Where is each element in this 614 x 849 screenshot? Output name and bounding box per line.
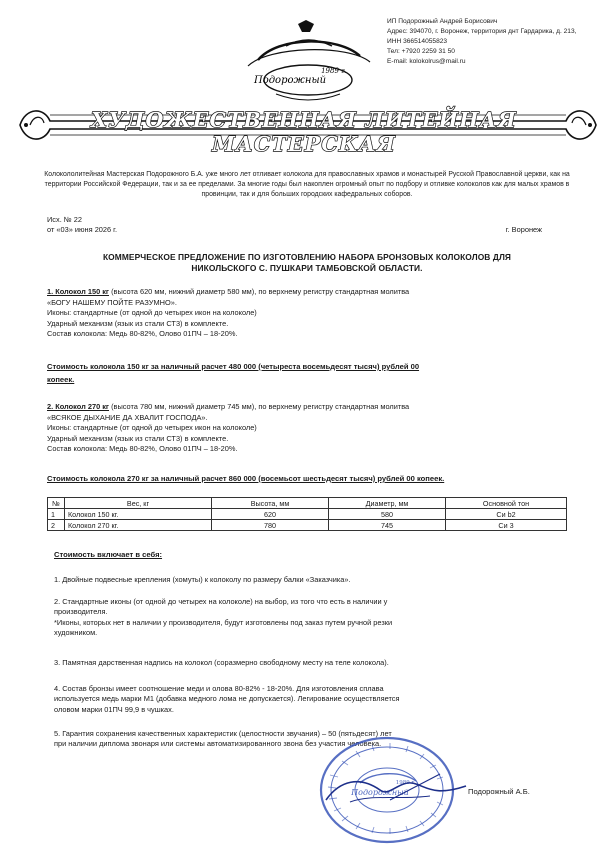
stamp-inner-text: Подорожный — [351, 788, 409, 797]
contact-line-name: ИП Подорожный Андрей Борисович — [387, 18, 498, 25]
bell-2-desc-1: (высота 780 мм, нижний диаметр 745 мм), по верхнему регистру стандартная молитва — [109, 402, 410, 411]
bell-1-icons: Иконы: стандартные (от одной до четырех икон на колоколе) — [47, 308, 257, 318]
heading-line-2: НИКОЛЬСКОГО С. ПУШКАРИ ТАМБОВСКОЙ ОБЛАСТИ. — [191, 263, 423, 273]
bell-2-description — [47, 402, 567, 455]
item-4-line-c: оловом марки 01ПЧ 99,9 в чушках. — [54, 704, 174, 714]
included-item-4 — [54, 684, 576, 715]
ref-number: Исх. № 22 — [47, 215, 83, 224]
contact-line-address: Адрес: 394070, г. Воронеж, территория днт Гардарика, д. 213, — [387, 28, 577, 35]
item-2-line-c: *Иконы, которых нет в наличии у производителя, будут изготовлены под заказ путем ручной резки — [54, 617, 393, 627]
bells-spec-table — [47, 497, 567, 531]
included-title: Стоимость включает в себя: — [54, 550, 163, 559]
intro-paragraph: Колокололитейная Мастерская Подорожного Б.А. уже много лет отливает колокола для православных храмов и монастырей Русской Православной церкви, как на территории Российской Федерации, так и за ее пределами. За многие годы был накоплен огромный опыт по подбору и отливке колоколов как для малых храмов в провинции, так и для больших городских кафедральных соборов. — [44, 171, 570, 198]
bell-1-striker: Ударный механизм (язык из стали СТ3) в комплекте. — [47, 318, 229, 328]
bell-1-desc-1: (высота 620 мм, нижний диаметр 580 мм), по верхнему регистру стандартная молитва — [109, 287, 410, 296]
item-2-line-b: производителя. — [54, 607, 108, 617]
contact-line-phone: Тел: +7920 2259 31 50 — [387, 48, 455, 55]
ref-date: от «03» июня 2026 г. — [47, 225, 118, 234]
cell-number: 1 — [48, 509, 65, 520]
offer-heading — [60, 252, 554, 274]
cell-tone: Си 3 — [446, 520, 567, 531]
included-item-1: 1. Двойные подвесные крепления (хомуты) к колоколу по размеру балки «Заказчика». — [54, 575, 351, 584]
cell-height: 780 — [212, 520, 329, 531]
bell-1-price — [47, 361, 571, 386]
item-5-line-b: при наличии диплома звонаря или системы автоматизированного звона без участия человека. — [54, 739, 382, 749]
included-item-5 — [54, 729, 576, 750]
th-weight: Вес, кг — [65, 498, 212, 509]
heading-line-1: КОММЕРЧЕСКОЕ ПРЕДЛОЖЕНИЕ ПО ИЗГОТОВЛЕНИЮ НАБОРА БРОНЗОВЫХ КОЛОКОЛОВ ДЛЯ — [102, 252, 512, 262]
item-5-line-a: 5. Гарантия сохранения качественных характеристик (целостности звучания) – 50 (пятьдесят) лет — [54, 729, 392, 738]
cell-weight: Колокол 150 кг. — [65, 509, 212, 520]
bell-2-price: Стоимость колокола 270 кг за наличный расчет 860 000 (восемьсот шестьдесят тысяч) рублей 00 копеек. — [47, 474, 445, 483]
bell-2-striker: Ударный механизм (язык из стали СТ3) в комплекте. — [47, 433, 229, 443]
bell-1-description — [47, 287, 567, 340]
table-row — [48, 520, 567, 531]
cell-tone: Си b2 — [446, 509, 567, 520]
th-diameter: Диаметр, мм — [329, 498, 446, 509]
table-row — [48, 509, 567, 520]
th-number: № — [48, 498, 65, 509]
cell-diameter: 745 — [329, 520, 446, 531]
table-header-row — [48, 498, 567, 509]
bell-1-title: 1. Колокол 150 кг — [47, 287, 110, 296]
item-4-line-a: 4. Состав бронзы имеет соотношение меди и олова 80-82% - 18-20%. Для изготовления сплава — [54, 684, 384, 693]
stamp-year: 1989 г. — [395, 780, 417, 786]
bell-2-alloy: Состав колокола: Медь 80-82%, Олово 01ПЧ – 18-20%. — [47, 444, 238, 454]
ref-city: г. Воронеж — [505, 225, 542, 234]
contact-block — [387, 17, 612, 67]
item-2-line-a: 2. Стандартные иконы (от одной до четырех на колоколе) на выбор, из того что есть в наличии у — [54, 597, 388, 606]
handwritten-signature — [320, 770, 470, 810]
bell-2-title: 2. Колокол 270 кг — [47, 402, 110, 411]
bell-logo — [228, 16, 388, 106]
outgoing-reference — [47, 215, 117, 235]
bell-1-price-line-1: Стоимость колокола 150 кг за наличный расчет 480 000 (четыреста восемьдесят тысяч) рублей 00 — [47, 362, 420, 371]
banner-title: ХУДОЖЕСТВЕННАЯ ЛИТЕЙНАЯ МАСТЕРСКАЯ — [91, 108, 517, 156]
cell-number: 2 — [48, 520, 65, 531]
th-tone: Основной тон — [446, 498, 567, 509]
bell-2-icons: Иконы: стандартные (от одной до четырех икон на колоколе) — [47, 423, 257, 433]
item-4-line-b: используется медь марки М1 (добавка медного лома не допускается). Легирование осуществляется — [54, 694, 400, 704]
contact-line-inn: ИНН 366514055823 — [387, 38, 448, 45]
bell-1-price-line-2: копеек. — [47, 374, 75, 384]
bell-1-alloy: Состав колокола: Медь 80-82%, Олово 01ПЧ – 18-20%. — [47, 329, 238, 339]
signer-name: Подорожный А.Б. — [468, 787, 530, 796]
cell-height: 620 — [212, 509, 329, 520]
bell-1-desc-2: «БОГУ НАШЕМУ ПОЙТЕ РАЗУМНО». — [47, 297, 177, 307]
contact-line-email[interactable]: E-mail: kolokolrus@mail.ru — [387, 58, 466, 65]
included-item-3: 3. Памятная дарственная надпись на колокол (соразмерно свободному месту на теле колокола). — [54, 658, 389, 667]
th-height: Высота, мм — [212, 498, 329, 509]
included-item-2 — [54, 597, 576, 639]
logo-text: Подорожный — [253, 75, 327, 86]
cell-weight: Колокол 270 кг. — [65, 520, 212, 531]
bell-2-desc-2: «ВСЯКОЕ ДЫХАНИЕ ДА ХВАЛИТ ГОСПОДА». — [47, 412, 208, 422]
cell-diameter: 580 — [329, 509, 446, 520]
logo-year: 1989 г. — [321, 67, 347, 75]
item-2-line-d: художником. — [54, 628, 98, 638]
